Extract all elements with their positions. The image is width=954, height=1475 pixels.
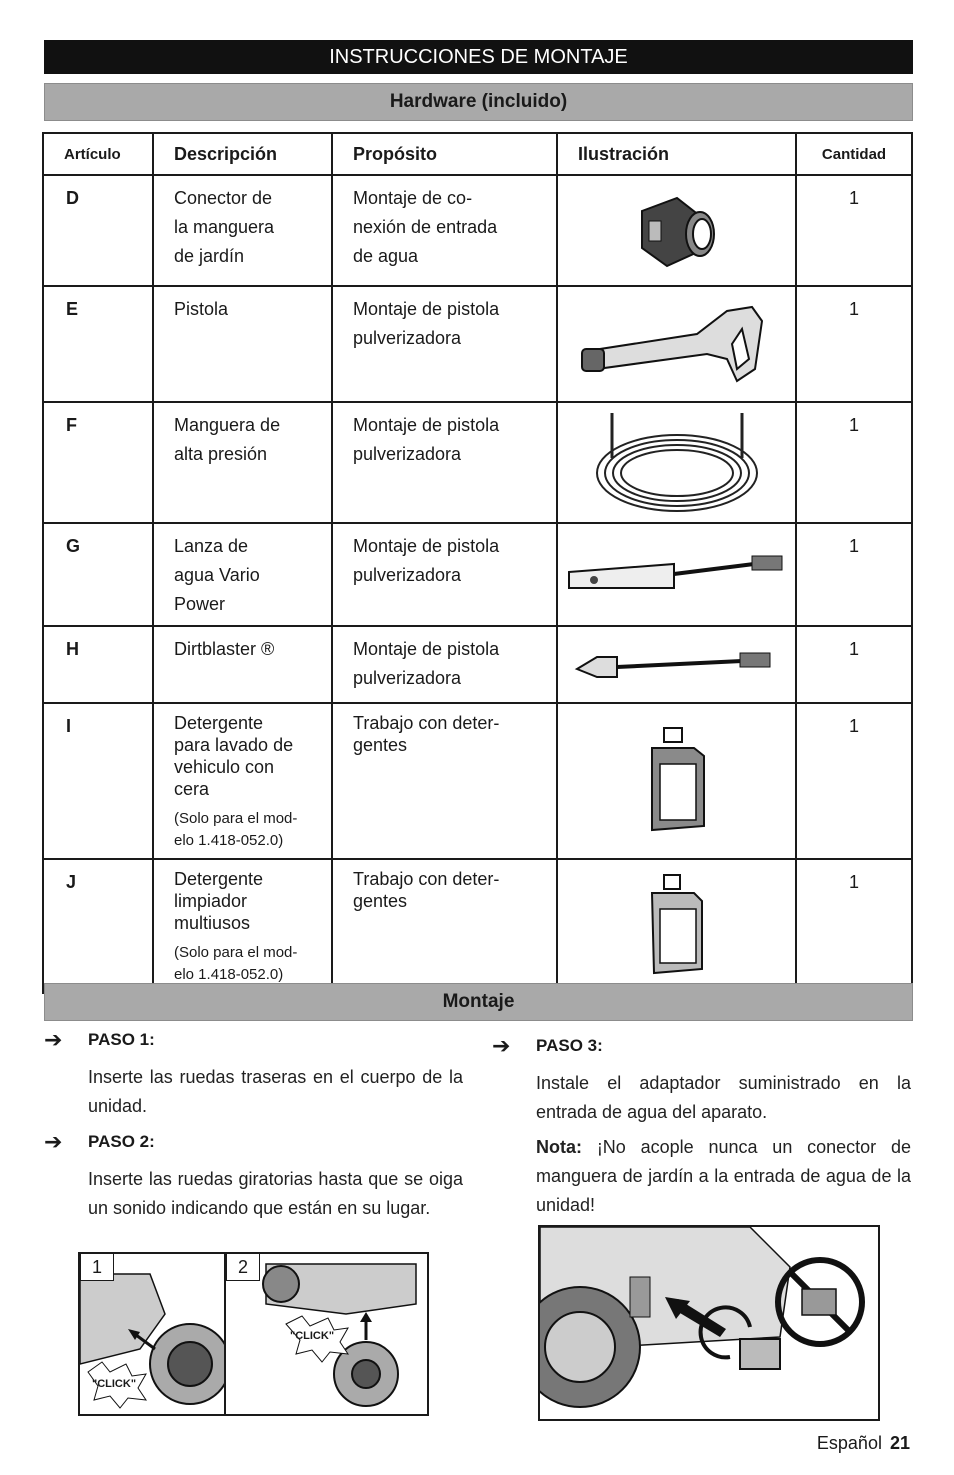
column-header-article: Artículo bbox=[43, 133, 153, 175]
item-code: H bbox=[66, 639, 79, 659]
item-quantity: 1 bbox=[848, 188, 859, 208]
step-text: Instale el adaptador suministrado en la entrada de agua del aparato. bbox=[536, 1073, 911, 1122]
arrow-right-icon: ➔ bbox=[44, 1027, 63, 1052]
item-code: F bbox=[66, 415, 77, 435]
step-text: Inserte las ruedas traseras en el cuerpo de la unidad. bbox=[88, 1067, 463, 1116]
item-purpose: Montaje de pistola pulverizadora bbox=[353, 415, 500, 464]
vario-power-lance-icon bbox=[564, 550, 789, 600]
table-row bbox=[43, 402, 912, 523]
column-header-illustration: Ilustración bbox=[557, 133, 796, 175]
column-header-quantity: Cantidad bbox=[796, 133, 912, 175]
item-purpose: Montaje de pistola pulverizadora bbox=[353, 299, 500, 348]
step-label: PASO 2: bbox=[88, 1132, 155, 1151]
item-description: Dirtblaster ® bbox=[174, 639, 275, 659]
item-code: G bbox=[66, 536, 81, 556]
item-quantity: 1 bbox=[848, 716, 859, 736]
page-header: INSTRUCCIONES DE MONTAJE bbox=[44, 40, 913, 74]
step-1 bbox=[44, 1027, 463, 1121]
item-quantity: 1 bbox=[848, 639, 859, 659]
arrow-right-icon: ➔ bbox=[44, 1129, 63, 1154]
step-label: PASO 3: bbox=[536, 1036, 603, 1055]
column-header-purpose: Propósito bbox=[332, 133, 557, 175]
hardware-table bbox=[42, 132, 913, 994]
step-label: PASO 1: bbox=[88, 1030, 155, 1049]
high-pressure-hose-icon bbox=[592, 408, 762, 518]
model-note: (Solo para el mod- elo 1.418-052.0) bbox=[174, 944, 298, 983]
item-description: Detergente limpiador multiusos (Solo para el mod- elo 1.418-052.0) bbox=[154, 860, 331, 992]
page-footer bbox=[817, 1433, 910, 1454]
table-row bbox=[43, 286, 912, 402]
item-description: Conector de la manguera de jardín bbox=[174, 188, 275, 266]
table-row bbox=[43, 523, 912, 626]
hardware-section-title: Hardware (incluido) bbox=[44, 83, 913, 121]
table-row bbox=[43, 859, 912, 993]
item-description: Pistola bbox=[174, 299, 229, 319]
item-code: I bbox=[66, 716, 72, 736]
figure-number: 2 bbox=[226, 1254, 260, 1281]
garden-hose-connector-icon bbox=[622, 186, 732, 276]
item-purpose: Trabajo con deter- gentes bbox=[353, 713, 500, 755]
item-quantity: 1 bbox=[848, 872, 859, 892]
table-row bbox=[43, 626, 912, 703]
table-row bbox=[43, 175, 912, 286]
water-inlet-illustration bbox=[540, 1227, 878, 1419]
figure-swivel-wheel bbox=[224, 1252, 429, 1416]
item-quantity: 1 bbox=[848, 299, 859, 319]
note-label: Nota: bbox=[536, 1137, 582, 1157]
footer-language: Español bbox=[816, 1433, 882, 1453]
item-description: Manguera de alta presión bbox=[174, 415, 281, 464]
item-purpose: Montaje de co- nexión de entrada de agua bbox=[353, 188, 498, 266]
figure-rear-wheel bbox=[78, 1252, 228, 1416]
detergent-bottle-icon bbox=[642, 873, 712, 979]
table-header-row bbox=[43, 133, 912, 175]
item-purpose: Trabajo con deter- gentes bbox=[353, 869, 500, 911]
step-3 bbox=[492, 1033, 911, 1220]
item-quantity: 1 bbox=[848, 415, 859, 435]
item-code: D bbox=[66, 188, 79, 208]
item-purpose: Montaje de pistola pulverizadora bbox=[353, 536, 500, 585]
figure-number: 1 bbox=[80, 1254, 114, 1281]
click-label: "CLICK" bbox=[290, 1330, 335, 1342]
item-quantity: 1 bbox=[848, 536, 859, 556]
page-number: 21 bbox=[889, 1433, 910, 1453]
assembly-section-title: Montaje bbox=[44, 983, 913, 1021]
note-text: ¡No acople nunca un conector de manguera de jardín a la entrada de agua de la unidad! bbox=[536, 1137, 911, 1215]
step-text: Inserte las ruedas giratorias hasta que se oiga un sonido indicando que están en su lugar. bbox=[88, 1169, 463, 1218]
detergent-bottle-icon bbox=[642, 726, 712, 836]
step-2 bbox=[44, 1129, 463, 1223]
dirtblaster-icon bbox=[572, 645, 782, 685]
item-description: Detergente para lavado de vehiculo con cera (Solo para el mod- elo 1.418-052.0) bbox=[154, 704, 331, 858]
figure-water-inlet-adapter bbox=[538, 1225, 880, 1421]
column-header-description: Descripción bbox=[153, 133, 332, 175]
item-code: E bbox=[66, 299, 79, 319]
item-code: J bbox=[66, 872, 77, 892]
warning-note bbox=[536, 1133, 911, 1220]
spray-gun-icon bbox=[577, 299, 777, 389]
model-note: (Solo para el mod- elo 1.418-052.0) bbox=[174, 810, 298, 849]
item-description: Lanza de agua Vario Power bbox=[174, 536, 260, 614]
item-purpose: Montaje de pistola pulverizadora bbox=[353, 639, 500, 688]
table-row bbox=[43, 703, 912, 859]
click-label: "CLICK" bbox=[92, 1378, 137, 1390]
arrow-right-icon: ➔ bbox=[492, 1033, 511, 1058]
